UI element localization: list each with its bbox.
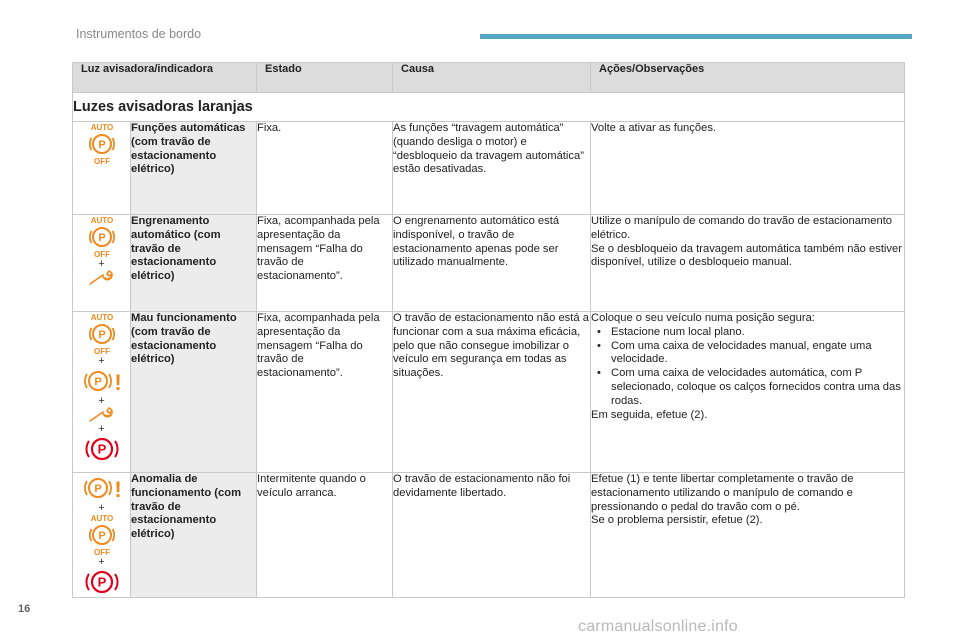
light-icon-cell [73, 215, 131, 312]
table-row [73, 122, 905, 215]
table-row [73, 215, 905, 312]
list-item: • Com uma caixa de velocidades automática, com P selecionado, coloque os calços fornecidos contra uma das rodas. [591, 367, 904, 408]
cause-cell: O engrenamento automático está indisponível, o travão de estacionamento apenas pode ser utilizado manualmente. [393, 215, 591, 312]
page-header-title: Instrumentos de bordo [76, 27, 202, 41]
svg-text:P: P [97, 441, 106, 457]
state-cell: Fixa, acompanhada pela apresentação da mensagem “Falha do travão de estacionamento”. [257, 215, 393, 312]
p-exclamation-warning-icon [81, 366, 123, 396]
svg-text:AUTO: AUTO [90, 216, 113, 225]
action-text: Utilize o manípulo de comando do travão de estacionamento elétrico. [591, 215, 893, 241]
action-text: Efetue (1) e tente libertar completamente o travão de estacionamento utilizando o manípulo de comando e pressionando o pedal do travão com o pé. [591, 473, 854, 513]
list-item: • Estacione num local plano. [591, 326, 904, 340]
column-header-light: Luz avisadora/indicadora [73, 63, 257, 93]
cause-cell: O travão de estacionamento não está a funcionar com a sua máxima eficácia, pelo que não consegue imobilizar o veículo em segurança em todas as situações. [393, 312, 591, 473]
action-text: Se o problema persistir, efetue (2). [591, 514, 763, 527]
svg-text:AUTO: AUTO [90, 514, 113, 523]
svg-text:OFF: OFF [93, 250, 110, 259]
svg-text:P: P [97, 232, 106, 244]
action-bullet-list [591, 326, 904, 409]
svg-text:P: P [93, 483, 102, 495]
wrench-warning-icon [87, 406, 117, 424]
state-cell: Fixa. [257, 122, 393, 215]
light-name: Funções automáticas (com travão de estacionamento elétrico) [131, 122, 257, 215]
column-header-state: Estado [257, 63, 393, 93]
p-red-warning-icon [82, 567, 122, 597]
state-cell: Intermitente quando o veículo arranca. [257, 473, 393, 598]
svg-text:P: P [93, 376, 102, 388]
action-text: Se o desbloqueio da travagem automática também não estiver disponível, utilize o desbloqueio manual. [591, 242, 902, 269]
auto-p-off-warning-icon [84, 513, 120, 557]
light-name: Mau funcionamento (com travão de estacionamento elétrico) [131, 312, 257, 473]
table-row [73, 473, 905, 598]
action-cell [591, 473, 905, 598]
table-row [73, 312, 905, 473]
plus-sign: + [98, 423, 105, 435]
plus-sign: + [98, 355, 105, 367]
section-title: Luzes avisadoras laranjas [73, 93, 905, 122]
wrench-warning-icon [87, 269, 117, 287]
action-cell [591, 215, 905, 312]
light-name: Anomalia de funcionamento (com travão de estacionamento elétrico) [131, 473, 257, 598]
p-red-warning-icon [82, 434, 122, 464]
p-exclamation-warning-icon [81, 473, 123, 503]
light-icon-cell [73, 312, 131, 473]
light-icon-cell [73, 122, 131, 215]
svg-text:P: P [97, 574, 106, 590]
cause-cell: O travão de estacionamento não foi devidamente libertado. [393, 473, 591, 598]
page-number: 16 [18, 603, 31, 615]
light-icon-cell [73, 473, 131, 598]
action-cell [591, 312, 905, 473]
action-text: Coloque o seu veículo numa posição segura: [591, 312, 815, 324]
plus-sign: + [98, 502, 105, 514]
auto-p-off-warning-icon [84, 215, 120, 259]
state-cell: Fixa, acompanhada pela apresentação da mensagem “Falha do travão de estacionamento”. [257, 312, 393, 473]
watermark-text: carmanualsonline.info [578, 618, 738, 635]
header-accent-bar [480, 34, 912, 39]
action-cell: Volte a ativar as funções. [591, 122, 905, 215]
table-header-row [73, 63, 905, 93]
svg-text:!: ! [113, 477, 122, 502]
auto-p-off-warning-icon [84, 312, 120, 356]
svg-text:P: P [97, 139, 106, 151]
plus-sign: + [98, 258, 105, 270]
plus-sign: + [98, 395, 105, 407]
svg-text:P: P [97, 329, 106, 341]
action-text: Em seguida, efetue (2). [591, 408, 708, 421]
svg-text:AUTO: AUTO [90, 313, 113, 322]
warning-lights-table [72, 62, 905, 598]
plus-sign: + [98, 556, 105, 568]
section-row [73, 93, 905, 122]
auto-p-off-warning-icon [84, 122, 120, 166]
list-item: • Com uma caixa de velocidades manual, engate uma velocidade. [591, 340, 904, 368]
light-name: Engrenamento automático (com travão de estacionamento elétrico) [131, 215, 257, 312]
svg-text:OFF: OFF [93, 347, 110, 356]
svg-text:!: ! [113, 370, 122, 395]
svg-text:OFF: OFF [93, 548, 110, 557]
svg-text:P: P [97, 530, 106, 542]
column-header-actions: Ações/Observações [591, 63, 905, 93]
column-header-cause: Causa [393, 63, 591, 93]
svg-text:OFF: OFF [93, 157, 110, 166]
svg-text:AUTO: AUTO [90, 123, 113, 132]
cause-cell: As funções “travagem automática” (quando desliga o motor) e “desbloqueio da travagem automática” estão desativadas. [393, 122, 591, 215]
